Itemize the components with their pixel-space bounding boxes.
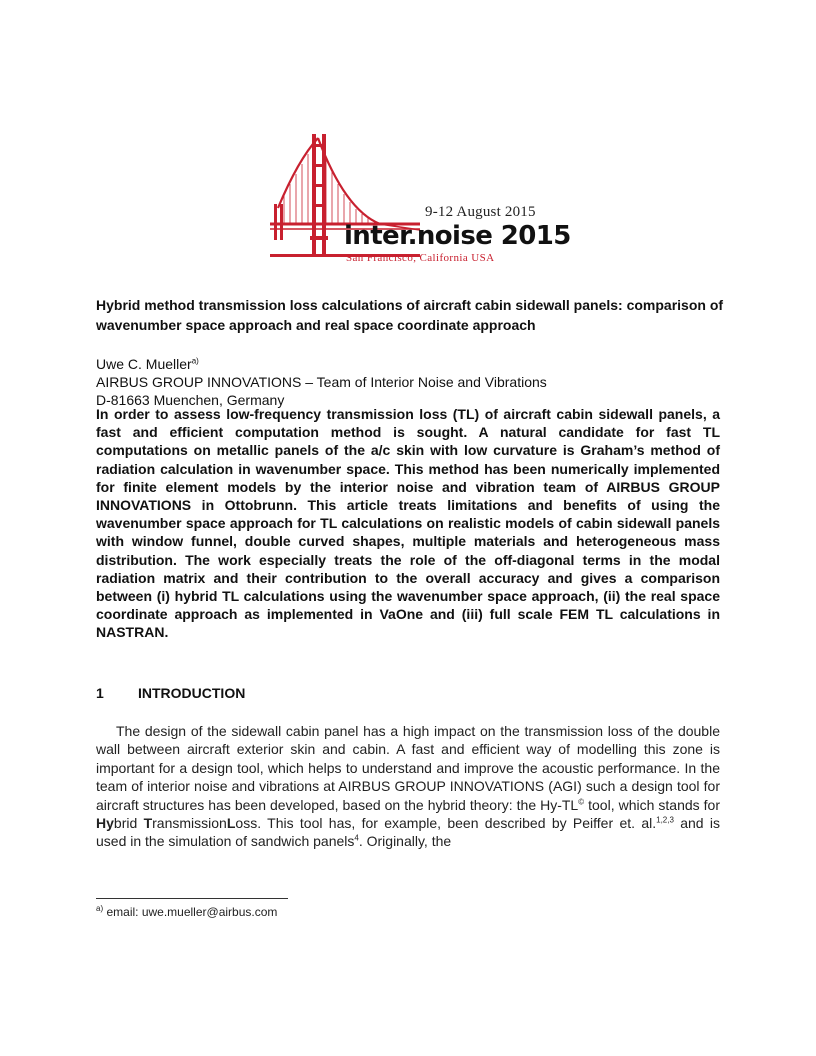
logo-date: 9-12 August 2015 [425,204,536,220]
author-block [96,355,736,409]
footnote-mark: a) [96,904,104,913]
logo-place: San Francisco, California USA [346,252,495,264]
t-bold: T [143,815,153,832]
l-bold: L [226,815,236,832]
reference-marks-1: 1,2,3 [656,815,674,825]
l-rest: oss. This tool has, for example, been described by Peiffer et. al. [235,815,657,832]
conference-logo [270,130,571,270]
reference-mark-4: 4 [354,833,359,843]
intro-paragraph [96,722,720,851]
address: D-81663 Muenchen, Germany [96,392,285,408]
logo-name: inter.noise 2015 [344,221,571,251]
footnote [96,905,277,919]
hy-rest: brid [113,815,144,832]
intro-text-1: The design of the sidewall cabin panel has a high impact on the transmission loss of the double wall between aircraft exterior skin and cabin. A fast and efficient way of modelling this zone is important for a design tool, which helps to understand and improve the acoustic performance. In the team of interior noise and vibrations at AIRBUS GROUP INNOVATIONS (AGI) such a design tool for aircraft structures has been developed, based on the hybrid theory: the Hy-TL [96,723,720,813]
footnote-rule [96,898,288,899]
footnote-email: email: uwe.mueller@airbus.com [106,905,278,919]
section-number: 1 [96,685,104,701]
copyright-mark: © [578,796,585,806]
intro-text-4: . Originally, the [358,833,452,850]
abstract: In order to assess low-frequency transmission loss (TL) of aircraft cabin sidewall panels, a fast and efficient computation method is sought. A natural candidate for fast TL computations on metallic panels of the a/c skin with low curvature is Graham’s method of radiation calculation in wavenumber space. This method has been numerically implemented for finite element models by the interior noise and vibration team of AIRBUS GROUP INNOVATIONS in Ottobrunn. This article treats limitations and benefits of using the wavenumber space approach for TL calculations on realistic models of cabin sidewall panels with window funnel, double curved shapes, multiple materials and heterogeneous mass distribution. The work especially treats the role of the off-diagonal terms in the modal radiation matrix and their contribution to the overall accuracy and gives a comparison between (i) hybrid TL calculations using the wavenumber space approach, (ii) the real space coordinate approach as implemented in VaOne and (iii) full scale FEM TL calculations in NASTRAN. [96,406,720,641]
hy-bold: Hy [96,815,114,832]
section-heading [96,685,245,701]
intro-text-3: and is used in the simulation of sandwich panels [96,815,721,850]
section-title: INTRODUCTION [138,685,246,701]
affiliation: AIRBUS GROUP INNOVATIONS – Team of Interior Noise and Vibrations [96,374,547,390]
author-footnote-mark: a) [191,356,199,366]
paper-title: Hybrid method transmission loss calculations of aircraft cabin sidewall panels: comparison of wavenumber space approach and real space coordinate approach [96,297,724,333]
t-rest: ransmission [152,815,227,832]
author-name: Uwe C. Mueller [96,356,192,372]
intro-text-2: tool, which stands for [584,796,720,813]
